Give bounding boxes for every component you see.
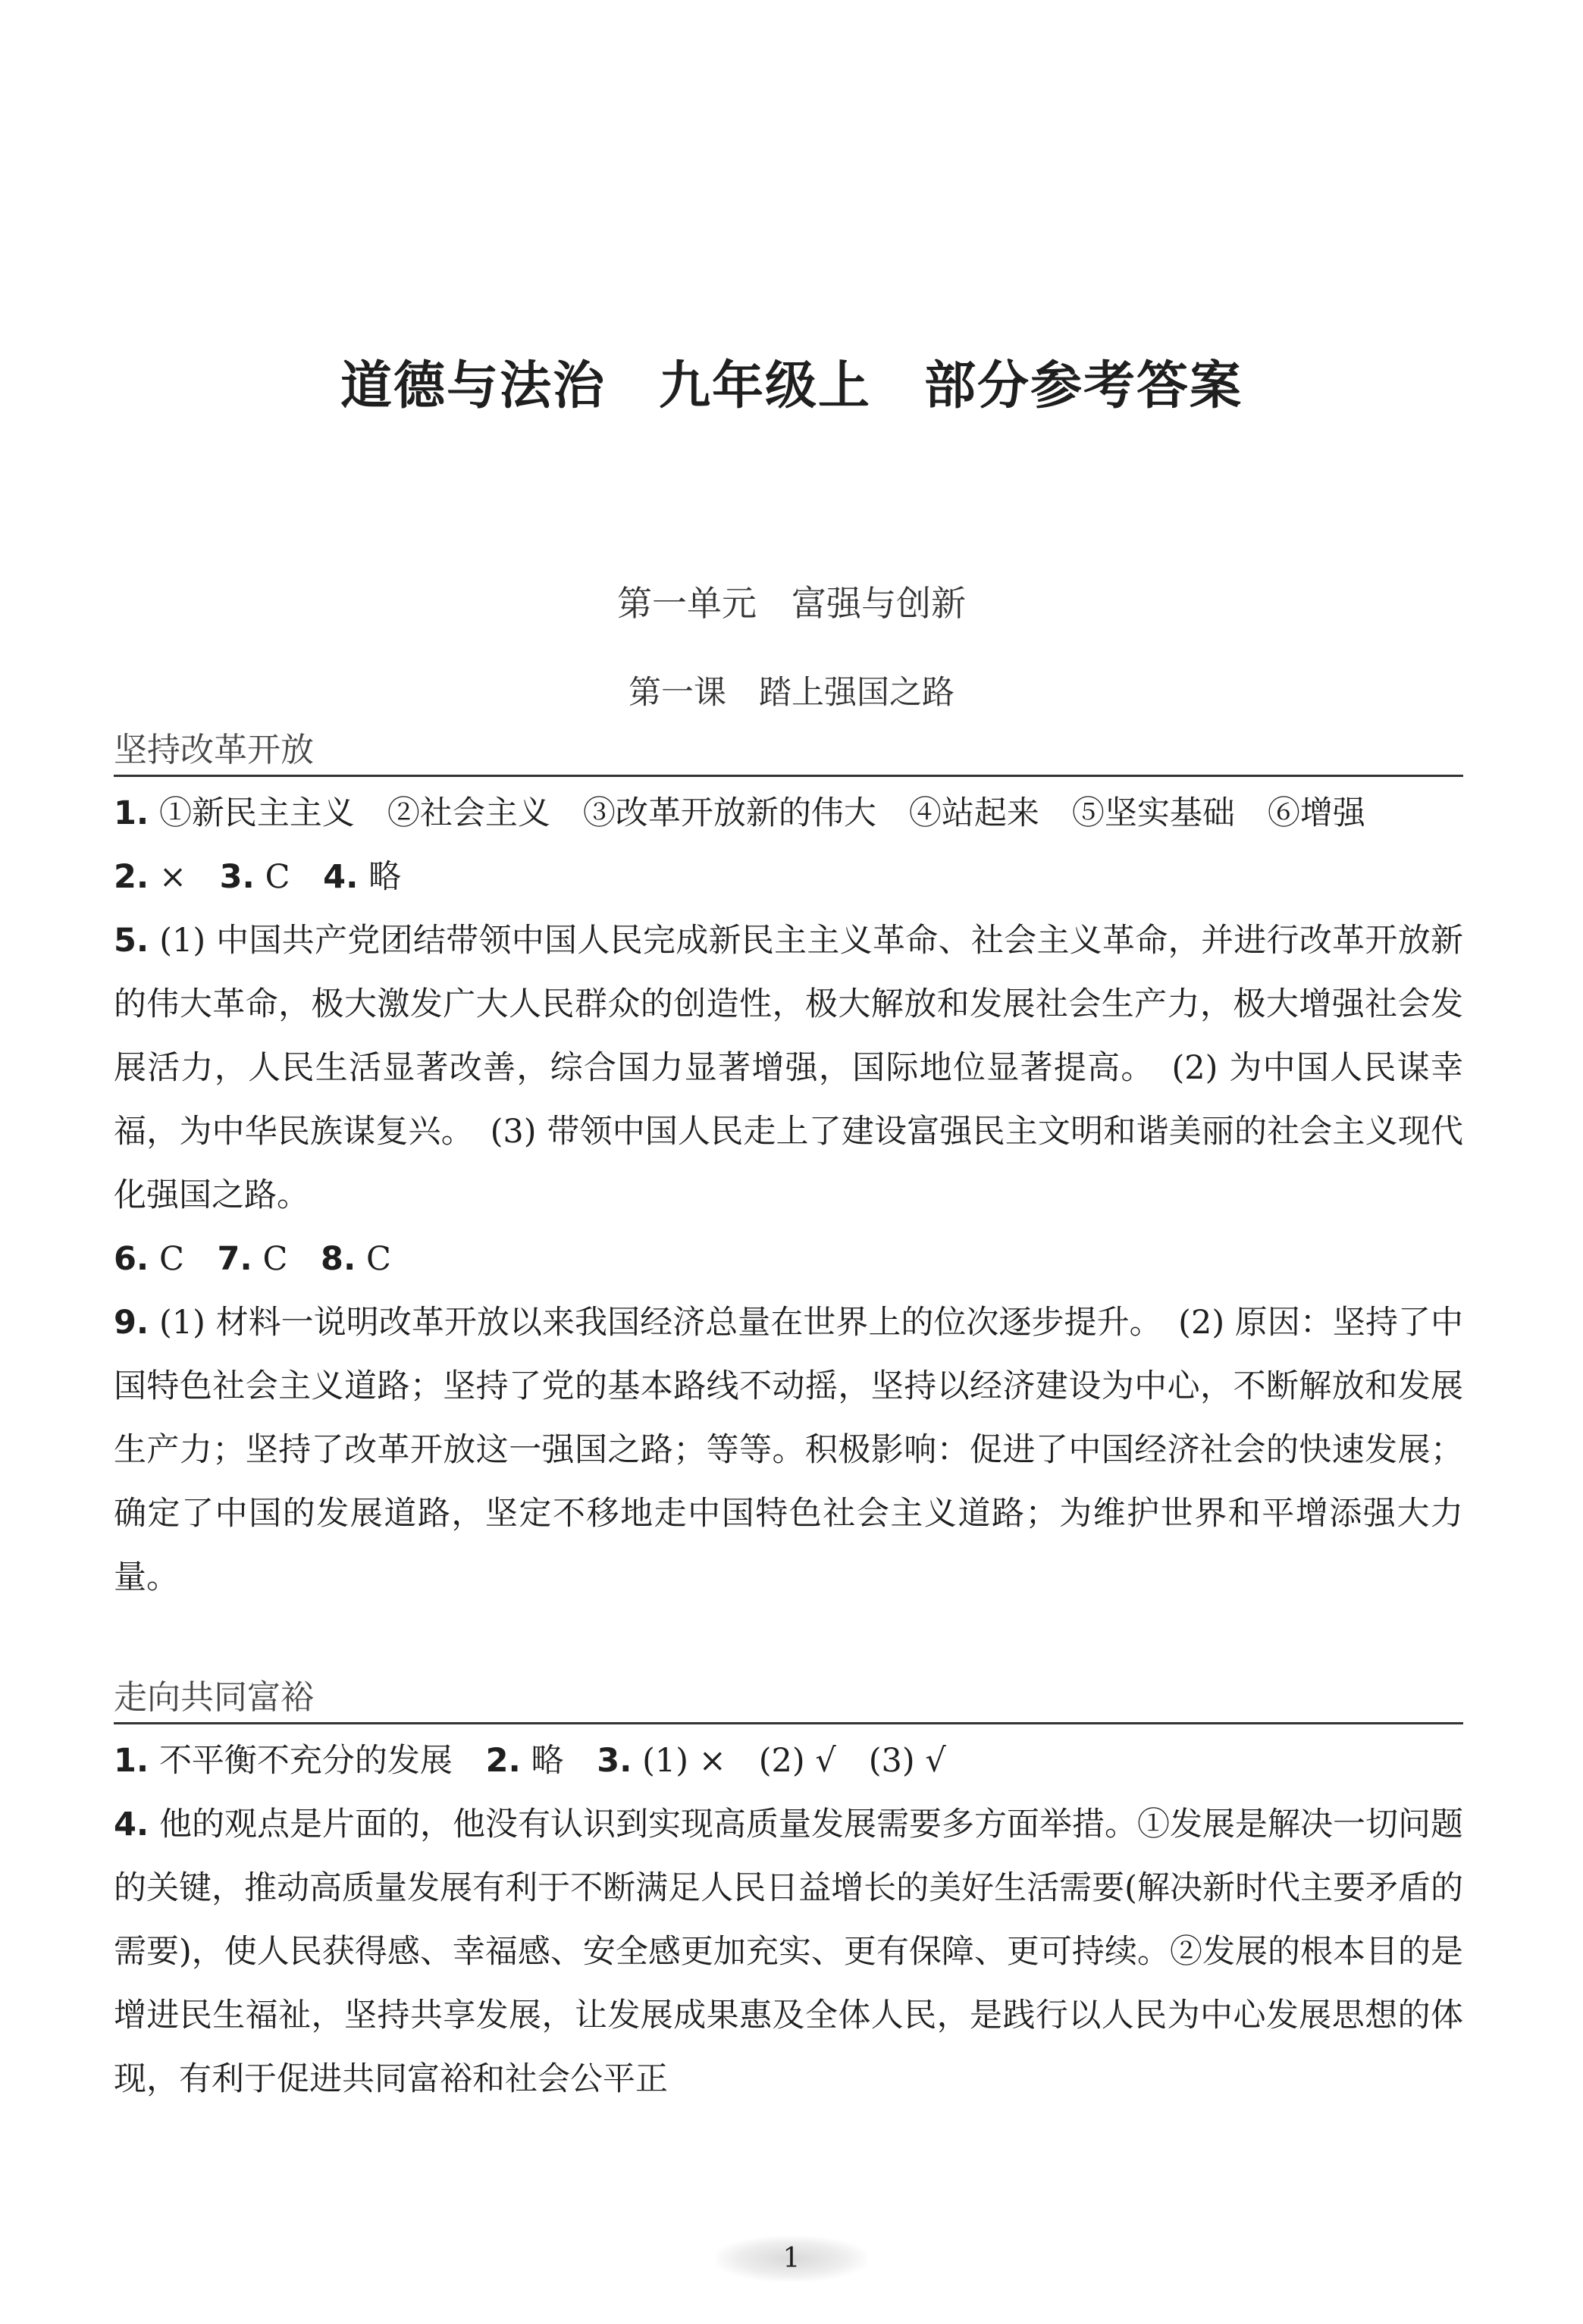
answer-number: 1.: [114, 1742, 149, 1780]
answer-text: (1) 材料一说明改革开放以来我国经济总量在世界上的位次逐步提升。 (2) 原因：坚持了中国特色社会主义道路；坚持了党的基本路线不动摇，坚持以经济建设为中心，不断解放和发展生产力；坚持了改革开放这一强国之路；等等。积极影响：促进了中国经济社会的快速发展；确定了中国的发展道路，坚定不移地走中国特色社会主义道路；为维护世界和平增添强大力量。: [114, 1304, 1464, 1596]
section-common-prosperity: [114, 1675, 1463, 2111]
answer-number: 2.: [114, 858, 149, 896]
answer-text: ①新民主主义 ②社会主义 ③改革开放新的伟大 ④站起来 ⑤坚实基础 ⑥增强: [158, 794, 1365, 832]
answer-number: 7.: [217, 1240, 252, 1278]
page-number: 1: [716, 2236, 867, 2282]
answer-item: [114, 1729, 1463, 1793]
answer-text: C: [265, 858, 290, 896]
answer-text: 他的观点是片面的，他没有认识到实现高质量发展需要多方面举措。①发展是解决一切问题的关键，推动高质量发展有利于不断满足人民日益增长的美好生活需要(解决新时代主要矛盾的需要)，使人民获得感、幸福感、安全感更加充实、更有保障、更可持续。②发展的根本目的是增进民生福祉，坚持共享发展，让发展成果惠及全体人民，是践行以人民为中心发展思想的体现，有利于促进共同富裕和社会公平正: [114, 1806, 1463, 2098]
answer-item: [114, 781, 1463, 845]
answer-item: [114, 1291, 1463, 1609]
section-heading: 走向共同富裕: [114, 1675, 1463, 1724]
answer-text: ×: [158, 858, 187, 896]
answer-number: 2.: [485, 1742, 521, 1780]
answer-text: C: [262, 1240, 288, 1278]
section-heading: 坚持改革开放: [114, 728, 1463, 777]
answer-text: 不平衡不充分的发展: [158, 1742, 453, 1780]
answer-item: [114, 845, 1463, 909]
answer-number: 9.: [114, 1304, 149, 1342]
answer-number: 1.: [114, 794, 149, 832]
answer-number: 3.: [597, 1742, 632, 1780]
answer-number: 5.: [114, 922, 149, 960]
section-reform-opening: [114, 728, 1463, 1609]
answer-number: 4.: [323, 858, 359, 896]
unit-title: 第一单元 富强与创新: [617, 583, 966, 624]
answer-text: (1) 中国共产党团结带领中国人民完成新民主主义革命、社会主义革命，并进行改革开放新的伟大革命，极大激发广大人民群众的创造性，极大解放和发展社会生产力，极大增强社会发展活力，人民生活显著改善，综合国力显著增强，国际地位显著提高。 (2) 为中国人民谋幸福，为中华民族谋复兴。 (3) 带领中国人民走上了建设富强民主文明和谐美丽的社会主义现代化强国之路。: [114, 922, 1464, 1214]
answer-text: 略: [368, 858, 402, 896]
answer-item: [114, 1227, 1463, 1291]
answer-number: 8.: [321, 1240, 356, 1278]
answer-text: (1) × (2) √ (3) √: [642, 1742, 946, 1780]
answer-number: 6.: [114, 1240, 149, 1278]
answer-text: C: [365, 1240, 391, 1278]
answer-text: 略: [531, 1742, 564, 1780]
page-title: 道德与法治 九年级上 部分参考答案: [340, 355, 1243, 416]
answer-text: C: [158, 1240, 184, 1278]
answer-item: [114, 909, 1463, 1227]
answer-item: [114, 1793, 1463, 2111]
answer-number: 3.: [219, 858, 255, 896]
lesson-title: 第一课 踏上强国之路: [628, 674, 955, 712]
answer-number: 4.: [114, 1806, 149, 1843]
